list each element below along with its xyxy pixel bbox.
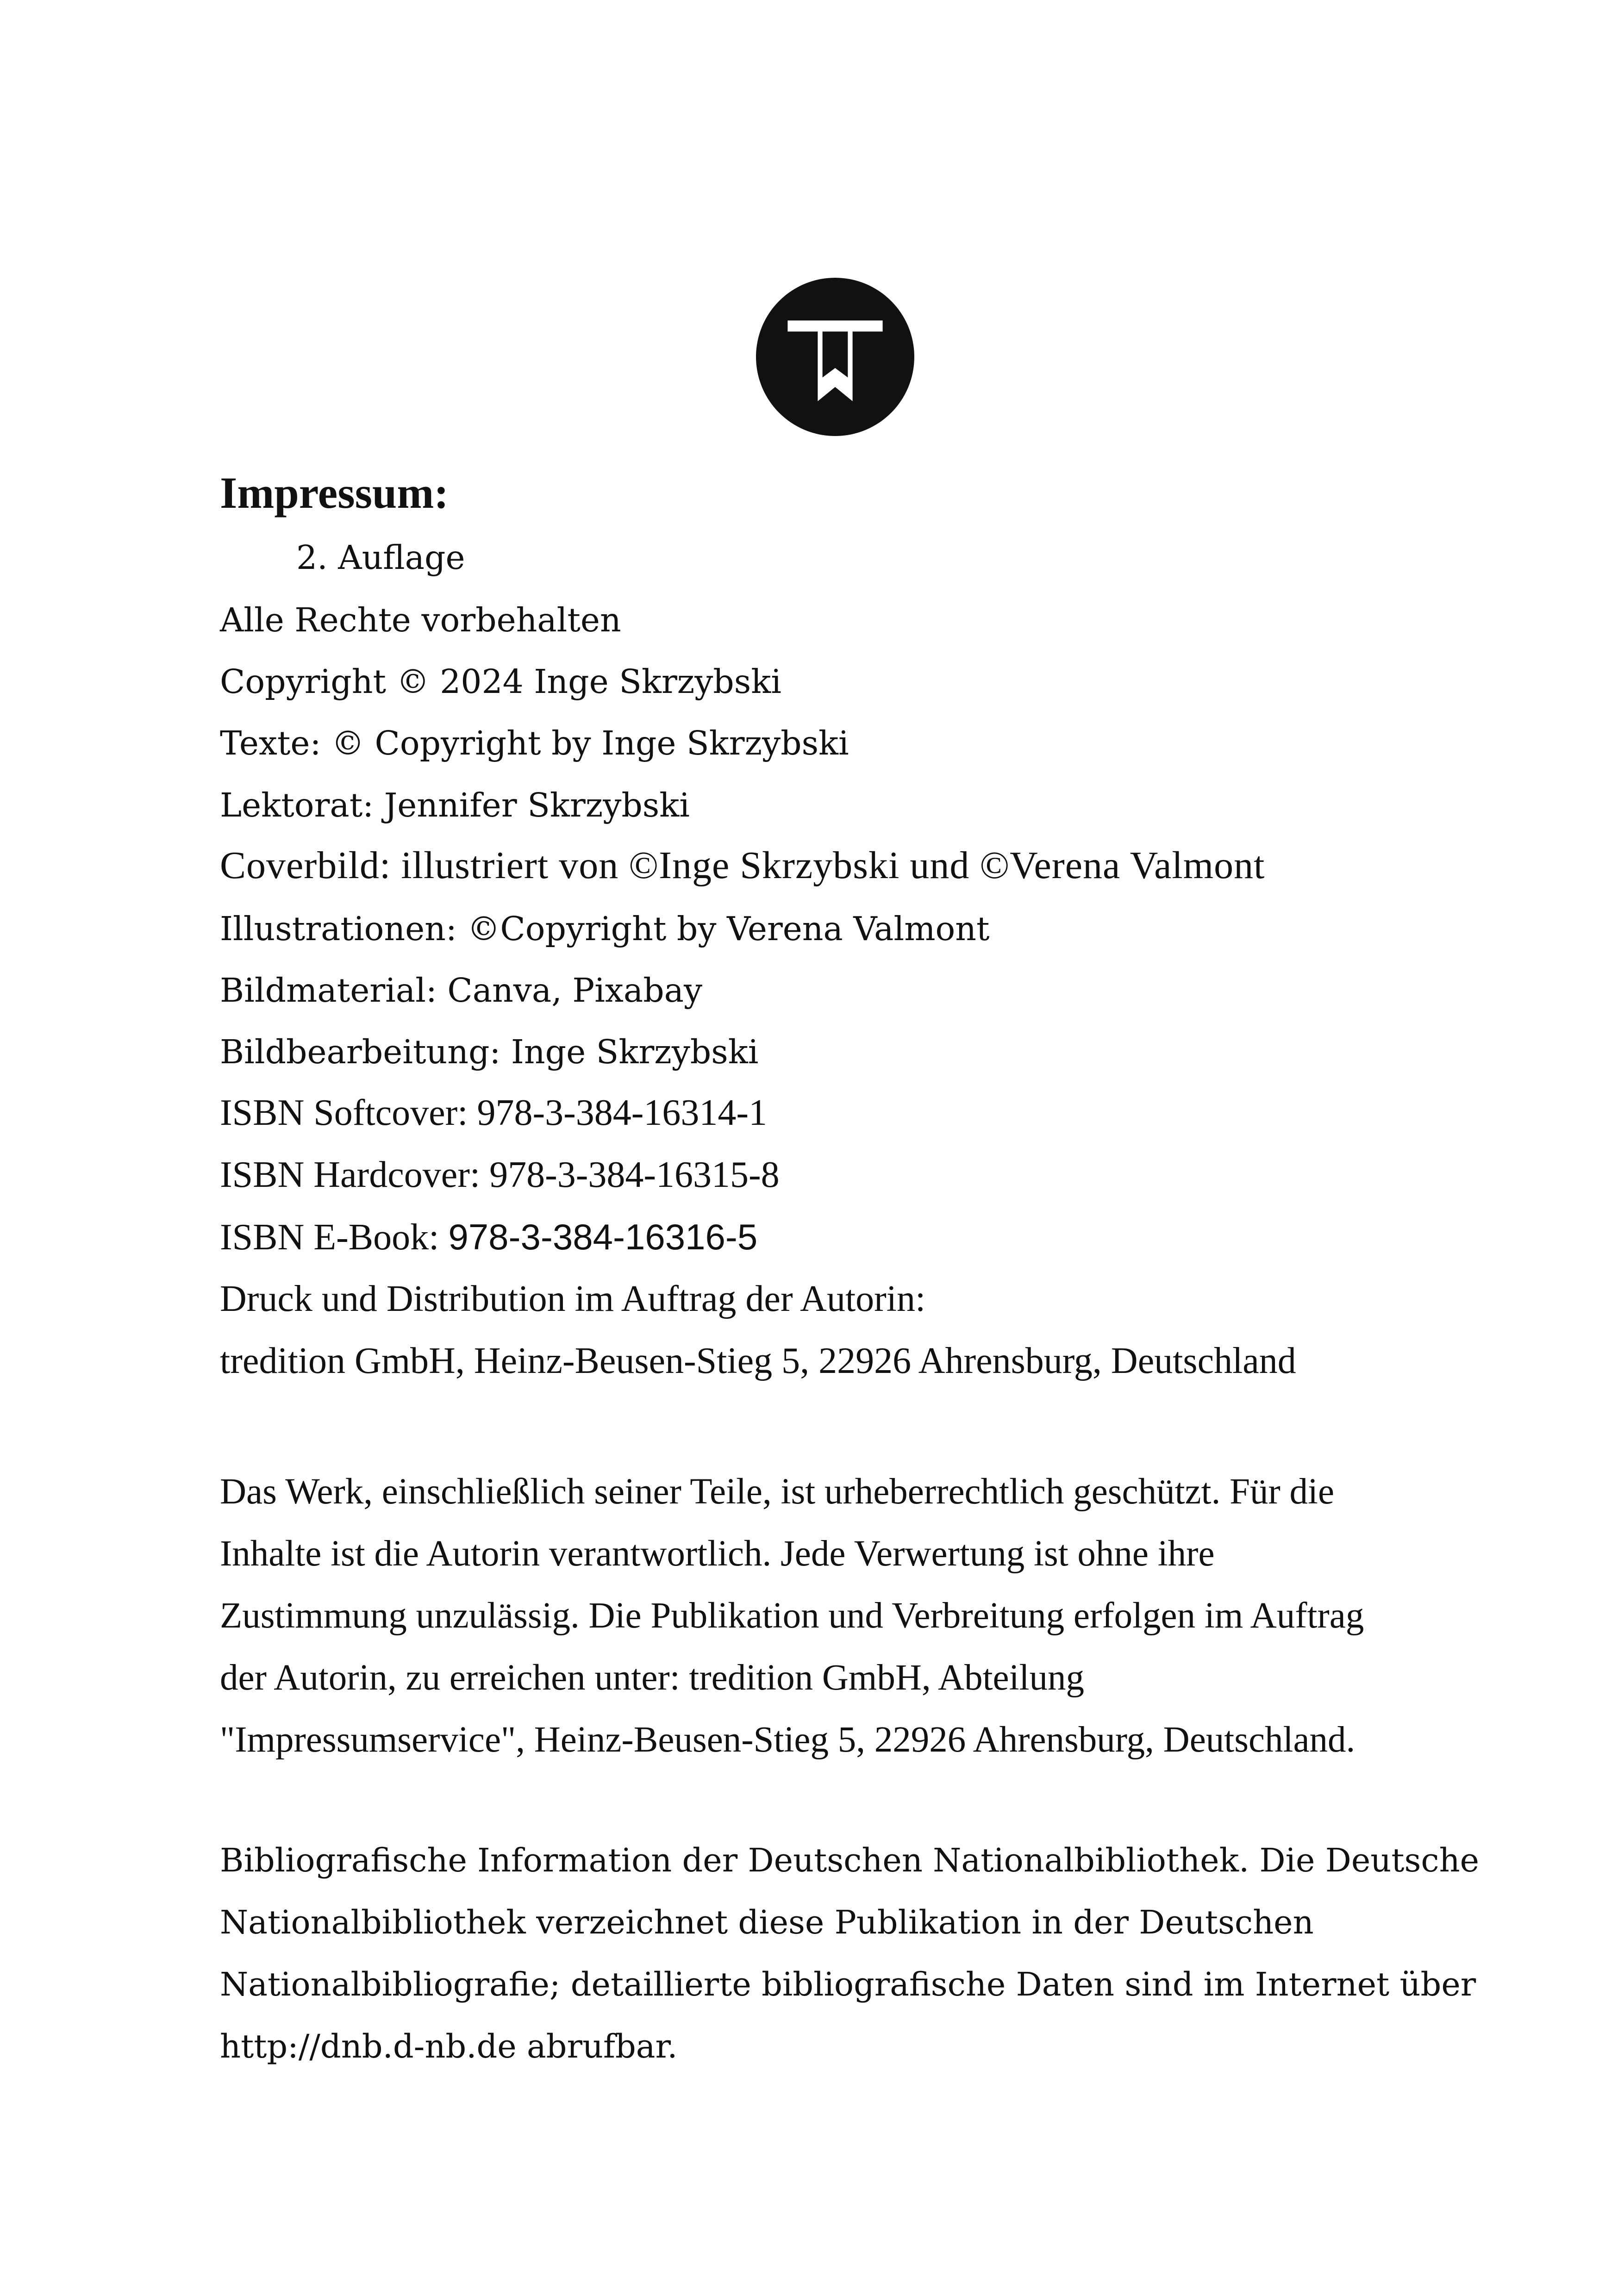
- isbn-ebook-number: 978-3-384-16316-5: [448, 1216, 758, 1257]
- illustrations-line: Illustrationen: ©Copyright by Verena Valmont: [220, 910, 990, 948]
- distribution-line-2: tredition GmbH, Heinz-Beusen-Stieg 5, 22926 Ahrensburg, Deutschland: [220, 1341, 1296, 1381]
- isbn-ebook-label: ISBN E-Book:: [220, 1217, 449, 1258]
- publisher-logo-icon: [756, 278, 914, 436]
- edition-line: 2. Auflage: [296, 538, 465, 577]
- cover-line: Coverbild: illustriert von ©Inge Skrzybski und ©Verena Valmont: [220, 844, 1265, 887]
- bibliographic-info-line: Bibliografische Information der Deutschen Nationalbibliothek. Die Deutsche: [220, 1841, 1480, 1879]
- copyright-line: Copyright © 2024 Inge Skrzybski: [220, 662, 781, 701]
- legal-notice-paragraph: [220, 1461, 1470, 1771]
- isbn-ebook-line: [220, 1214, 757, 1260]
- texts-line: Texte: © Copyright by Inge Skrzybski: [220, 724, 849, 762]
- legal-notice-line: "Impressumservice", Heinz-Beusen-Stieg 5, 22926 Ahrensburg, Deutschland.: [220, 1720, 1355, 1760]
- isbn-hardcover-line: ISBN Hardcover: 978-3-384-16315-8: [220, 1154, 780, 1195]
- editing-line: Lektorat: Jennifer Skrzybski: [220, 786, 690, 824]
- legal-notice-line: Inhalte ist die Autorin verantwortlich. Jede Verwertung ist ohne ihre: [220, 1534, 1215, 1574]
- legal-notice-line: Das Werk, einschließlich seiner Teile, ist urheberrechtlich geschützt. Für die: [220, 1472, 1335, 1512]
- bibliographic-info-paragraph: [220, 1829, 1480, 2077]
- isbn-softcover-line: ISBN Softcover: 978-3-384-16314-1: [220, 1092, 768, 1133]
- distribution-line-1: Druck und Distribution im Auftrag der Autorin:: [220, 1278, 926, 1319]
- legal-notice-line: der Autorin, zu erreichen unter: tredition GmbH, Abteilung: [220, 1658, 1084, 1698]
- image-editing-line: Bildbearbeitung: Inge Skrzybski: [220, 1033, 759, 1071]
- image-material-line: Bildmaterial: Canva, Pixabay: [220, 971, 703, 1010]
- legal-notice-line: Zustimmung unzulässig. Die Publikation und Verbreitung erfolgen im Auftrag: [220, 1596, 1364, 1636]
- page-title: Impressum:: [220, 468, 449, 518]
- bibliographic-info-line: Nationalbibliografie; detaillierte bibliografische Daten sind im Internet über: [220, 1965, 1476, 2003]
- bibliographic-info-line: http://dnb.d-nb.de abrufbar.: [220, 2027, 678, 2065]
- rights-line: Alle Rechte vorbehalten: [220, 601, 621, 639]
- bibliographic-info-line: Nationalbibliothek verzeichnet diese Publikation in der Deutschen: [220, 1903, 1314, 1941]
